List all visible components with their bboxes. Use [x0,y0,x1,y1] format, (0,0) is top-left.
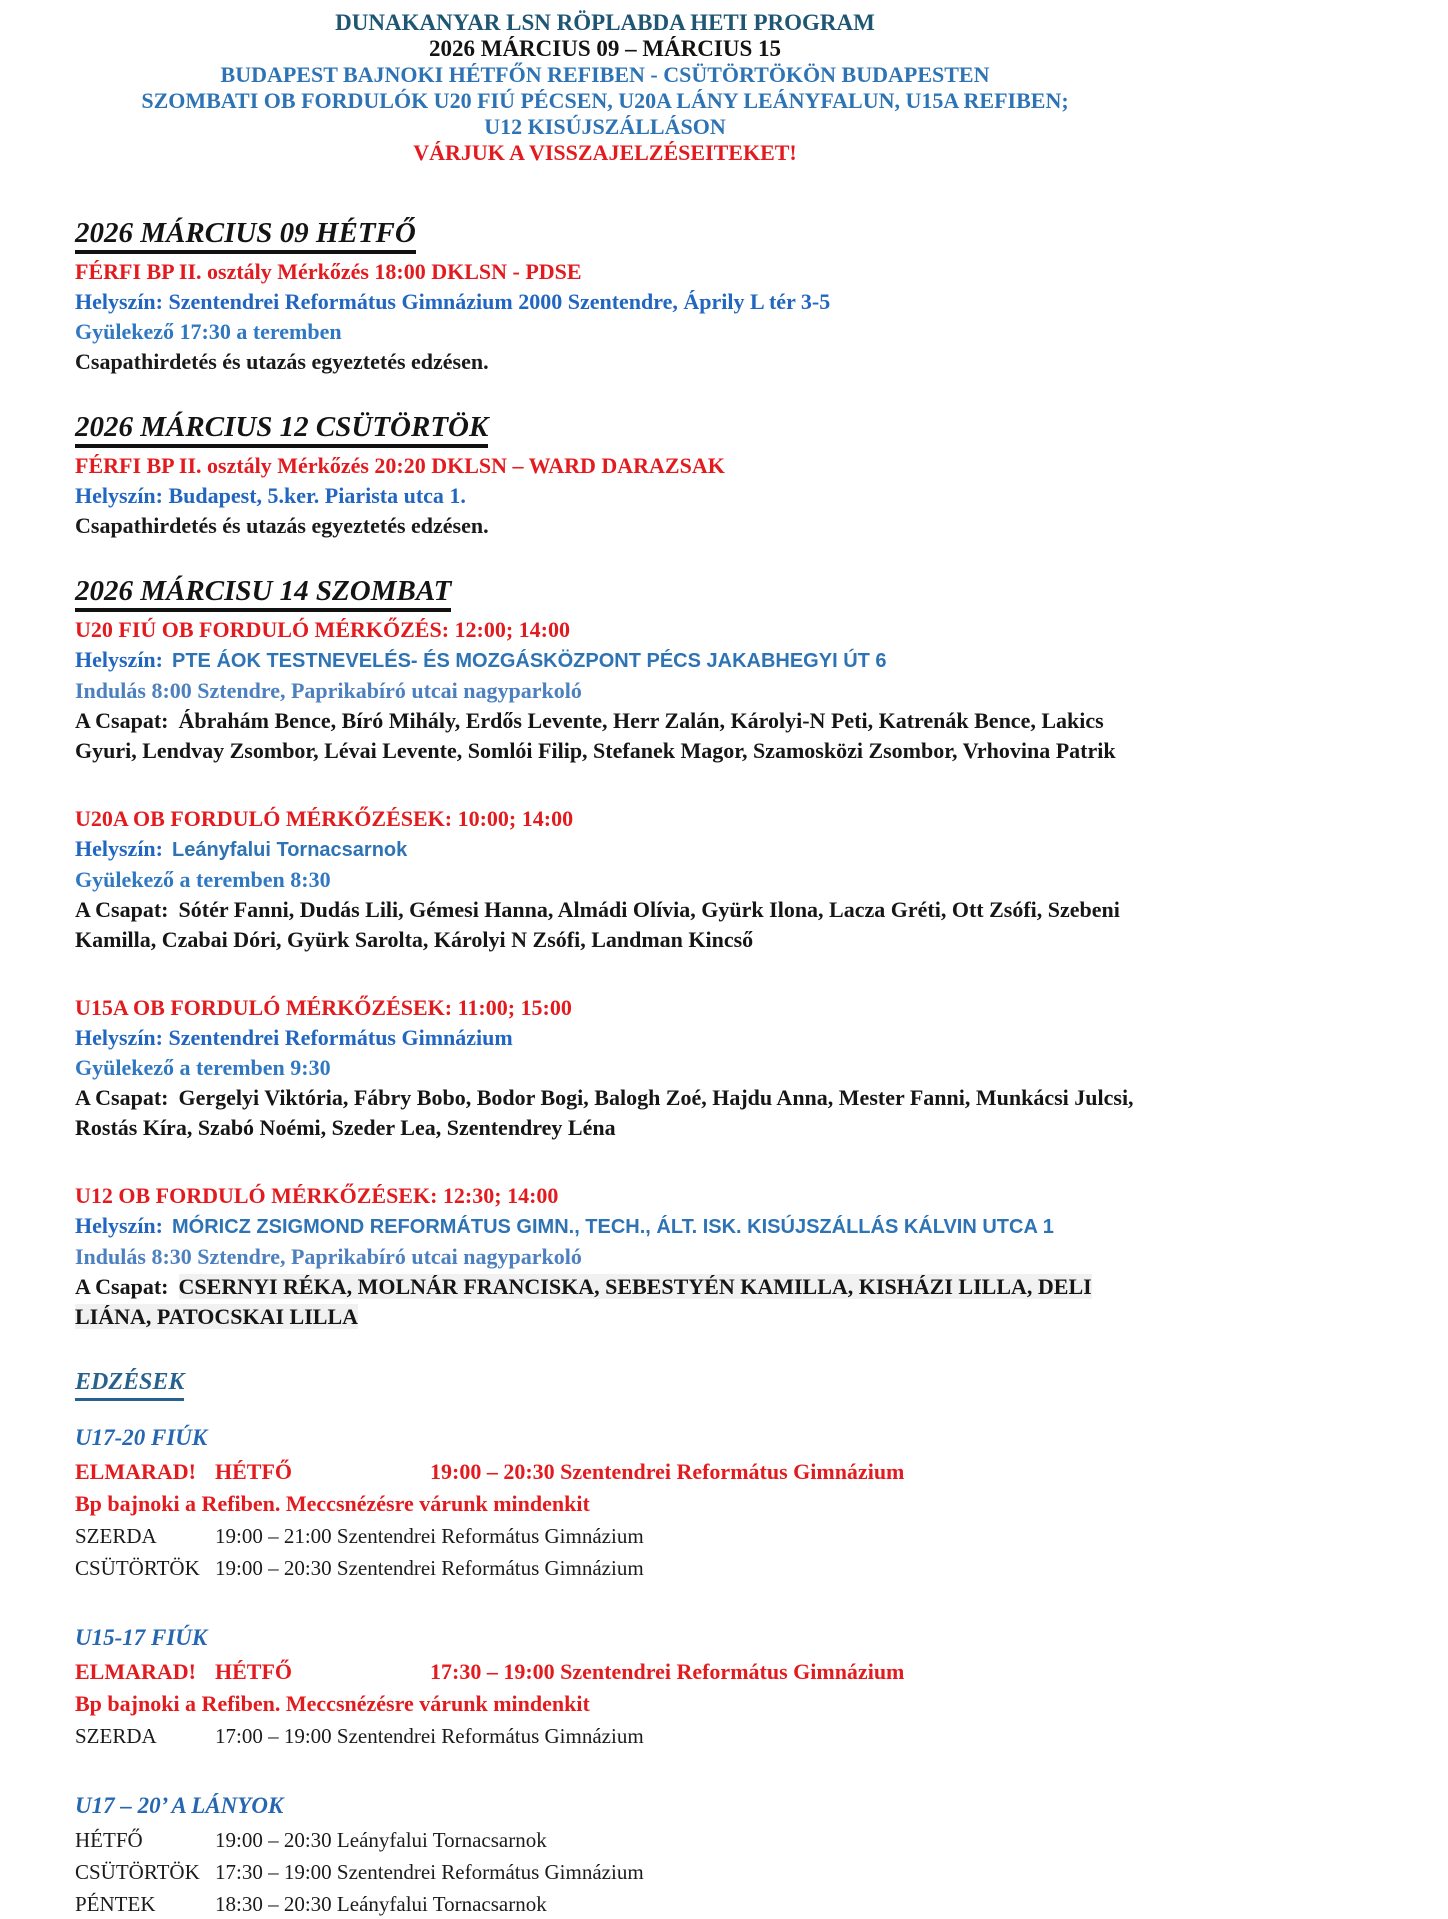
day-label: SZERDA [75,1724,157,1748]
cancelled-training-row [75,1457,1135,1487]
training-row [75,1857,1135,1887]
meet-line: Gyülekező a teremben 9:30 [75,1055,331,1080]
subtitle-line-2: SZOMBATI OB FORDULÓK U20 FIÚ PÉCSEN, U20A LÁNY LEÁNYFALUN, U15A REFIBEN; [141,88,1069,113]
venue-line: Helyszín: Budapest, 5.ker. Piarista utca 1. [75,483,466,508]
team-line [75,706,1135,766]
venue-label: Helyszín: [75,647,163,672]
team-label: A Csapat: [75,708,169,733]
day-label: CSÜTÖRTÖK [75,1860,200,1884]
venue-value: PTE ÁOK TESTNEVELÉS- ÉS MOZGÁSKÖZPONT PÉCS JAKABHEGYI ÚT 6 [172,650,887,672]
cancelled-flag: ELMARAD! [75,1459,196,1484]
cancelled-training-row [75,1657,1135,1687]
day-label: HÉTFŐ [215,1459,293,1484]
team-line [75,1083,1135,1143]
row-detail: 19:00 – 21:00 Szentendrei Református Gimnázium [215,1524,644,1548]
team-line [75,895,1135,955]
note-line: Csapathirdetés és utazás egyeztetés edzésen. [75,349,489,374]
departure-line: Indulás 8:00 Sztendre, Paprikabíró utcai nagyparkoló [75,678,582,703]
venue-value: Leányfalui Tornacsarnok [172,839,408,861]
training-group-title: U15-17 FIÚK [75,1625,208,1650]
day-label: HÉTFŐ [215,1659,293,1684]
section-heading-saturday: 2026 MÁRCISU 14 SZOMBAT [75,576,451,612]
venue-value: MÓRICZ ZSIGMOND REFORMÁTUS GIMN., TECH., ÁLT. ISK. KISÚJSZÁLLÁS KÁLVIN UTCA 1 [172,1216,1054,1238]
row-detail: 19:00 – 20:30 Szentendrei Református Gimnázium [215,1556,644,1580]
day-label: CSÜTÖRTÖK [75,1556,200,1580]
team-line [75,1272,1135,1332]
training-group-title: U17-20 FIÚK [75,1425,208,1450]
day-label: PÉNTEK [75,1892,156,1916]
departure-line: Indulás 8:30 Sztendre, Paprikabíró utcai nagyparkoló [75,1244,582,1269]
team-label: A Csapat: [75,1085,169,1110]
training-row [75,1825,1135,1855]
team-label: A Csapat: [75,897,169,922]
row-detail: 17:00 – 19:00 Szentendrei Református Gimnázium [215,1724,644,1748]
venue-label: Helyszín: [75,836,163,861]
date-range: 2026 MÁRCIUS 09 – MÁRCIUS 15 [428,36,782,61]
team-names: Gergelyi Viktória, Fábry Bobo, Bodor Bogi, Balogh Zoé, Hajdu Anna, Mester Fanni, Munkácsi Julcsi, Rostás Kíra, Szabó Noémi, Szeder Lea, Szentendrey Léna [75,1085,1134,1140]
cancelled-flag: ELMARAD! [75,1659,196,1684]
team-label: A Csapat: [75,1274,169,1299]
venue-label: Helyszín: [75,1213,163,1238]
subtitle-line-1: BUDAPEST BAJNOKI HÉTFŐN REFIBEN - CSÜTÖRTÖKÖN BUDAPESTEN [220,62,990,87]
event-u15a-girls [75,993,1135,1143]
section-monday [75,218,1135,377]
event-u12 [75,1181,1135,1332]
section-saturday [75,576,1135,1332]
training-group-title: U17 – 20’ A LÁNYOK [75,1793,284,1818]
event-u20a-girls [75,804,1135,955]
meet-line: Gyülekező a teremben 8:30 [75,867,331,892]
venue-line [75,1211,1135,1242]
page-title: DUNAKANYAR LSN RÖPLABDA HETI PROGRAM [335,10,875,35]
training-group-u15-17-boys [75,1623,1135,1751]
training-row [75,1553,1135,1583]
row-detail: 17:30 – 19:00 Szentendrei Református Gimnázium [430,1659,905,1684]
event-title: U20 FIÚ OB FORDULÓ MÉRKŐZÉS: 12:00; 14:00 [75,617,570,642]
match-line: FÉRFI BP II. osztály Mérkőzés 18:00 DKLSN - PDSE [75,259,582,284]
document-header [75,10,1135,166]
feedback-call-line: VÁRJUK A VISSZAJELZÉSEITEKET! [413,140,797,165]
match-line: FÉRFI BP II. osztály Mérkőzés 20:20 DKLSN – WARD DARAZSAK [75,453,725,478]
training-group-u17-20-girls [75,1791,1135,1919]
day-label: SZERDA [75,1524,157,1548]
subtitle-line-3: U12 KISÚJSZÁLLÁSON [484,114,726,139]
team-names: CSERNYI RÉKA, MOLNÁR FRANCISKA, SEBESTYÉN KAMILLA, KISHÁZI LILLA, DELI LIÁNA, PATOCSKAI LILLA [75,1274,1092,1329]
cancel-note: Bp bajnoki a Refiben. Meccsnézésre várunk mindenkit [75,1691,590,1716]
training-row [75,1721,1135,1751]
training-group-u17-20-boys [75,1423,1135,1583]
row-detail: 17:30 – 19:00 Szentendrei Református Gimnázium [215,1860,644,1884]
cancel-note: Bp bajnoki a Refiben. Meccsnézésre várunk mindenkit [75,1491,590,1516]
meet-line: Gyülekező 17:30 a teremben [75,319,342,344]
section-trainings [75,1368,1135,1919]
venue-line: Helyszín: Szentendrei Református Gimnázium 2000 Szentendre, Áprily L tér 3-5 [75,289,831,314]
event-title: U12 OB FORDULÓ MÉRKŐZÉSEK: 12:30; 14:00 [75,1183,559,1208]
note-line: Csapathirdetés és utazás egyeztetés edzésen. [75,513,489,538]
team-names: Ábrahám Bence, Bíró Mihály, Erdős Levente, Herr Zalán, Károlyi-N Peti, Katrenák Bence, Lakics Gyuri, Lendvay Zsombor, Lévai Levente, Somlói Filip, Stefanek Magor, Szamosközi Zsombor, Vrhovina Patrik [75,708,1116,763]
event-title: U20A OB FORDULÓ MÉRKŐZÉSEK: 10:00; 14:00 [75,806,574,831]
row-detail: 18:30 – 20:30 Leányfalui Tornacsarnok [215,1892,547,1916]
row-detail: 19:00 – 20:30 Szentendrei Református Gimnázium [430,1459,905,1484]
team-names: Sótér Fanni, Dudás Lili, Gémesi Hanna, Almádi Olívia, Gyürk Ilona, Lacza Gréti, Ott Zsófi, Szebeni Kamilla, Czabai Dóri, Gyürk Sarolta, Károlyi N Zsófi, Landman Kincső [75,897,1120,952]
venue-line: Helyszín: Szentendrei Református Gimnázium [75,1025,513,1050]
day-label: HÉTFŐ [75,1828,143,1852]
section-thursday [75,412,1135,541]
section-heading-monday: 2026 MÁRCIUS 09 HÉTFŐ [75,218,416,254]
venue-line [75,645,1135,676]
training-row [75,1521,1135,1551]
trainings-heading: EDZÉSEK [75,1368,184,1401]
venue-line [75,834,1135,865]
event-title: U15A OB FORDULÓ MÉRKŐZÉSEK: 11:00; 15:00 [75,995,572,1020]
section-heading-thursday: 2026 MÁRCIUS 12 CSÜTÖRTÖK [75,412,488,448]
training-row [75,1889,1135,1919]
event-u20-boys [75,615,1135,766]
row-detail: 19:00 – 20:30 Leányfalui Tornacsarnok [215,1828,547,1852]
